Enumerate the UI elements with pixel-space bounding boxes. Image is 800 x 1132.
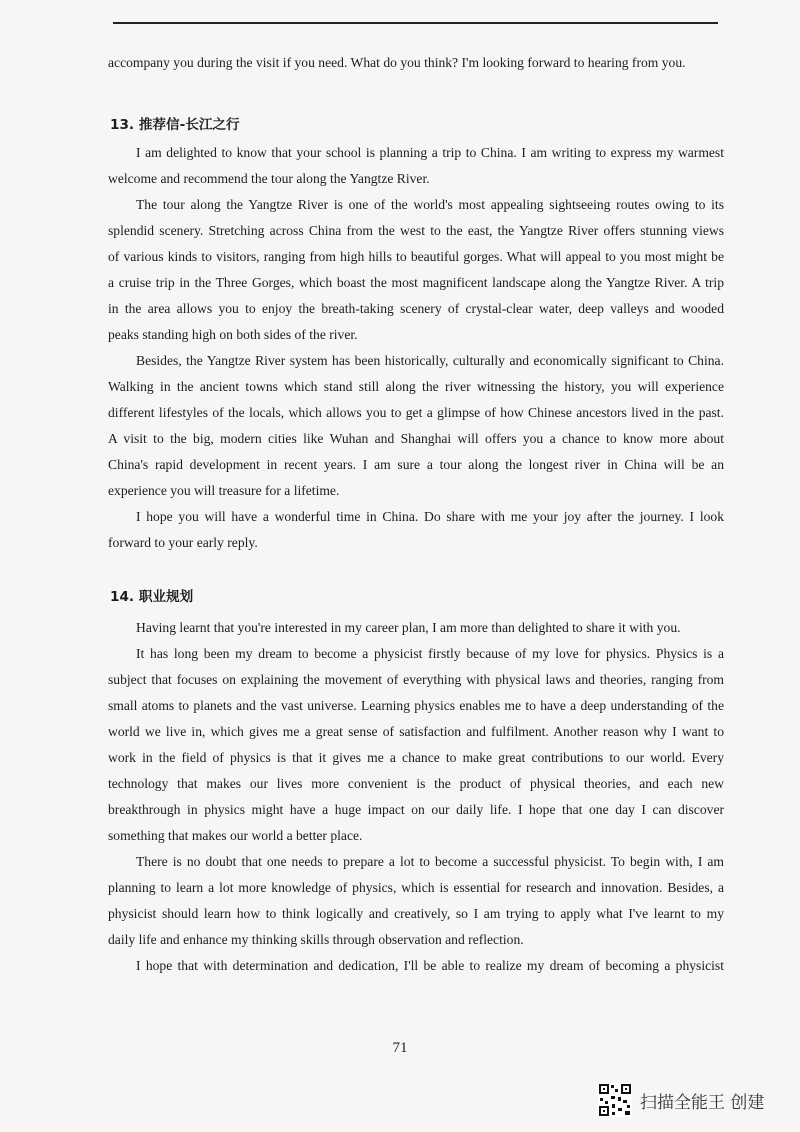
text-line: subject that focuses on explaining the movement of everything with physical laws and theories, ranging from	[108, 672, 724, 687]
text-line: experience you will treasure for a lifetime.	[108, 483, 340, 498]
page-number: 71	[392, 1040, 408, 1056]
text-line: world we live in, which gives me a great sense of satisfaction and fulfilment. Another reason why I want to	[108, 724, 724, 739]
text-line: A visit to the big, modern cities like Wuhan and Shanghai will offers you a chance to know more about	[108, 431, 724, 446]
text-line: There is no doubt that one needs to prepare a lot to become a successful physicist. To begin with, I am	[136, 854, 724, 869]
text-line: small atoms to planets and the vast universe. Learning physics enables me to have a deep understanding of the	[108, 698, 724, 713]
paragraph	[108, 192, 724, 348]
text-line: I hope that with determination and dedication, I'll be able to realize my dream of becoming a physicist	[136, 958, 724, 973]
text-line: I hope you will have a wonderful time in China. Do share with me your joy after the journey. I look	[136, 509, 724, 524]
paragraph	[108, 849, 724, 953]
text-line: The tour along the Yangtze River is one of the world's most appealing sightseeing routes owing to its	[136, 197, 724, 212]
text-line: Having learnt that you're interested in my career plan, I am more than delighted to share it with you.	[136, 620, 681, 635]
paragraph	[108, 140, 724, 192]
text-line: breakthrough in physics might have a huge impact on our daily life. I hope that one day I can discover	[108, 802, 724, 817]
text-line: forward to your early reply.	[108, 535, 258, 550]
section-13-body	[108, 140, 724, 556]
paragraph	[108, 641, 724, 849]
text-line: physicist should learn how to think logically and creatively, so I am trying to apply what I've learnt to my	[108, 906, 724, 921]
text-line: different lifestyles of the locals, which allows you to get a glimpse of how Chinese ancestors lived in the past.	[108, 405, 724, 420]
paragraph	[108, 615, 724, 641]
section-13-heading: 13. 推荐信-长江之行	[110, 117, 240, 133]
text-line: planning to learn a lot more knowledge of physics, which is essential for research and innovation. Besides, a	[108, 880, 724, 895]
text-line: It has long been my dream to become a physicist firstly because of my love for physics. Physics is a	[136, 646, 724, 661]
text-line: Besides, the Yangtze River system has been historically, culturally and economically significant to China.	[136, 353, 724, 368]
text-line: work in the field of physics is that it gives me a chance to make great contributions to our world. Every	[108, 750, 724, 765]
text-line: China's rapid development in recent years. I am sure a tour along the longest river in China will be an	[108, 457, 724, 472]
text-line: peaks standing high on both sides of the river.	[108, 327, 358, 342]
text-line: Walking in the ancient towns which stand still along the river witnessing the history, you will experience	[108, 379, 724, 394]
text-line: I am delighted to know that your school is planning a trip to China. I am writing to express my warmest	[136, 145, 724, 160]
text-line: splendid scenery. Stretching across China from the west to the east, the Yangtze River offers stunning views	[108, 223, 724, 238]
scanner-label: 扫描全能王 创建	[640, 1092, 765, 1113]
section-14-body	[108, 615, 724, 979]
text-line: of various kinds to visitors, ranging from high hills to beautiful gorges. What will appeal to you most might be	[108, 249, 724, 264]
qr-code-icon	[598, 1083, 632, 1117]
text-line: daily life and enhance my thinking skills through observation and reflection.	[108, 932, 524, 947]
text-line: accompany you during the visit if you need. What do you think? I'm looking forward to hearing from you.	[108, 55, 686, 70]
text-line: something that makes our world a better place.	[108, 828, 363, 843]
section-14-heading: 14. 职业规划	[110, 589, 194, 605]
paragraph	[108, 504, 724, 556]
text-line: a cruise trip in the Three Gorges, which boast the most magnificent landscape along the Yangtze River. A trip	[108, 275, 724, 290]
text-line: technology that makes our lives more convenient is the product of physical theories, and each new	[108, 776, 724, 791]
paragraph	[108, 953, 724, 979]
text-line: welcome and recommend the tour along the Yangtze River.	[108, 171, 430, 186]
text-line: in the area allows you to enjoy the breath-taking scenery of crystal-clear water, deep valleys and wooded	[108, 301, 724, 316]
scanner-watermark-badge	[598, 1083, 764, 1117]
paragraph	[108, 348, 724, 504]
continuation-text	[108, 50, 724, 76]
header-rule	[113, 22, 718, 24]
